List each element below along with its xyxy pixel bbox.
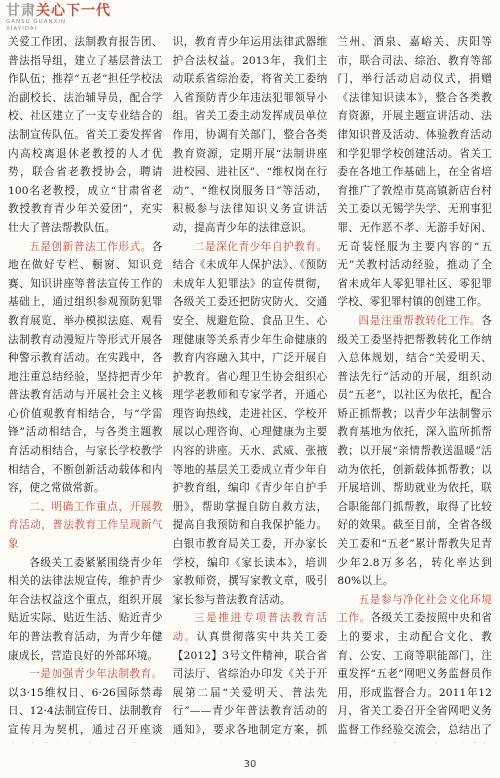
paragraph bbox=[337, 591, 492, 743]
paragraph-text: 识，教育青少年运用法律武器维护合法权益。2013年，我们主动联系省综治委，将省关工委纳入省预防青少年违法犯罪领导小组。省关工委主动发挥成员单位作用，协调有关部门，整合各类教育资源，定期开展“法制讲座进校园、进社区”、“维权岗在行动”、“维权岗服务日”等活动，积极参与法律知识义务宣讲活动，提高青少年的法律意识。 bbox=[172, 36, 328, 234]
section-heading: 四是注重帮教转化工作。 bbox=[358, 314, 482, 327]
paragraph bbox=[8, 33, 163, 238]
masthead-title-red: 关心下一代 bbox=[36, 3, 111, 19]
paragraph bbox=[8, 554, 163, 666]
text-column-2 bbox=[173, 33, 328, 743]
section-heading: 五是创新普法工作形式。 bbox=[29, 240, 152, 253]
paragraph bbox=[173, 33, 328, 238]
section-heading: 一是加强青少年法制教育。 bbox=[29, 668, 163, 681]
paragraph-text: 兰州、酒泉、嘉峪关、庆阳等市，联合司法、综治、教育等部门，举行活动启动仪式，捐赠《法律知识读本》，整合各类教育资源，开展主题宣讲活动、法律知识普及活动、体验教育活动和学犯罪学校创建活动。省关工委在各地工作基础上，在全省培育推广了敦煌市莫高镇新店台村关工委以无锡学失学、无刑事犯罪、无作恶不孝、无游手好闲、无奇装怪服为主要内容的“五无”关教村活动经验，推动了全省未成年人零犯罪社区、零犯罪学校、零犯罪村镇的创建工作。 bbox=[337, 36, 493, 309]
page-number: 30 bbox=[243, 759, 257, 770]
paragraph bbox=[8, 498, 163, 554]
paragraph-text: 各级关工委坚持把帮教转化工作纳入总体规划，结合“关爱明天、普法先行”活动的开展，组织动员“五老”，以社区为依托，配合矫正抓帮教；以青少年法制警示教育基地为依托，深入监所抓帮教；以开展“亲情帮教送温暖”活动为依托，创新载体抓帮教；以开展培训、帮助就业为依托，联合职能部门抓帮教，取得了比较好的效果。截至目前，全省各级关工委和“五老”累计帮教失足青少年2.8万多名，转化率达到80%以上。 bbox=[337, 314, 493, 588]
masthead bbox=[6, 4, 126, 34]
text-column-3 bbox=[337, 33, 492, 743]
paragraph-text: 关爱工作团、法制教育报告团、普法指导组，建立了基层普法工作队伍；推荐“五老”担任学校法治副校长、法治辅导员，配合学校、社区建立了一支专业结合的法制宣传队伍。省关工委发挥省内高校离退休老教授的人才优势，联合省老教授协会，聘请100名老教授，成立“甘肃省老教授教育青少年关爱团”，充实壮大了普法帮教队伍。 bbox=[8, 36, 163, 234]
paragraph-text: 各级关工委紧紧围绕青少年相关的法律法规宣传，维护青少年合法权益这个重点，组织开展贴近实际、贴近生活、贴近青少年的普法教育活动，为青少年健康成长，营造良好的外部环境。 bbox=[8, 556, 163, 662]
masthead-title-gray: 甘肃 bbox=[6, 3, 36, 19]
paragraph bbox=[8, 238, 163, 498]
masthead-pinyin-2: XIAYIDAI bbox=[6, 26, 38, 32]
paragraph bbox=[173, 609, 328, 743]
paragraph-text: 以3·15维权日、6·26国际禁毒日、12·4法制宣传日、法制教育宣传月为契机，通过召开座谈 bbox=[8, 686, 163, 736]
paragraph bbox=[8, 665, 163, 743]
section-heading: 三是推进专项普法教育活动。 bbox=[172, 612, 328, 643]
paragraph-text: 认真贯彻落实中共关工委【2012】3号文件精神，联合省司法厅、省综治办印发《关于开展第二届“关爱明天、普法先行”——青少年普法教育活动的通知》，要求各地制定方案，抓 bbox=[172, 631, 328, 736]
article-body bbox=[8, 33, 492, 743]
masthead-title bbox=[6, 4, 126, 19]
paragraph bbox=[337, 33, 492, 312]
paragraph bbox=[173, 238, 328, 610]
paragraph-text: 各级关工委按照中央和省上的要求，主动配合文化、教育、公安、工商等职能部门，注重发挥“五老”网吧义务监督员作用，形成监督合力。2011年12月，省关工委召开全省网吧义务监督工作经验交流会，总结出了 bbox=[337, 612, 493, 736]
section-heading: 二是深化青少年自护教育。 bbox=[193, 240, 328, 253]
paragraph-text: 结合《未成年人保护法》、《预防未成年人犯罪法》的宣传贯彻，各级关工委还把防灾防火、交通安全、规避危险、食品卫生、心理健康等关系青少年生命健康的教育内容融入其中，广泛开展自护教育。省心理卫生协会组织心理学老教师和专家学者，开通心理咨询热线，走进社区、学校开展以心理咨询、心理健康为主要内容的讲座。天水、武威、张掖等地的基层关工委成立青少年自护教育组，编印《青少年自护手册》，帮助掌握自防自救方法，提高自我预防和自我保护能力。白银市教育局关工委，开办家长学校，编印《家长读本》，培训家教师资，撰写家教文章，吸引家长参与普法教育活动。 bbox=[172, 259, 328, 606]
masthead-pinyin-1: GANSU GUANXIN bbox=[6, 19, 67, 25]
section-heading: 二、明确工作重点，开展教育活动，普法教育工作呈现新气象 bbox=[8, 500, 163, 551]
page-footer bbox=[0, 752, 500, 771]
text-column-1 bbox=[8, 33, 163, 743]
section-heading: 五是参与净化社会文化环境工作。 bbox=[337, 593, 493, 625]
paragraph bbox=[337, 312, 492, 591]
paragraph-text: 各地在做好专栏、橱窗、知识竞赛、知识讲座等普法宣传工作的基础上，通过组织参观预防犯罪教育展览、举办模拟法庭、观看法制教育动漫短片等形式开展各种警示教育活动。在实践中，各地注重总结经验，坚持把青少年普法教育活动与开展社会主义核心价值观教育相结合，与“学雷锋”活动相结合，与各类主题教育活动相结合，与家长学校教学相结合，不断创新活动载体和内容，使之常做常新。 bbox=[8, 240, 163, 495]
